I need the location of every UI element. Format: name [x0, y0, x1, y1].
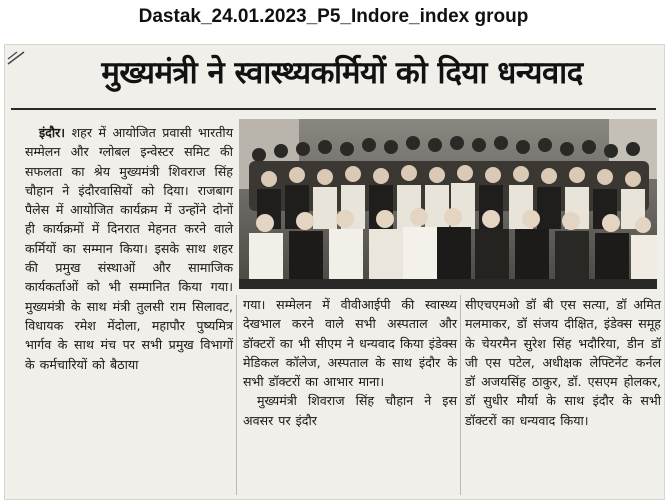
article-column-1 [25, 123, 233, 374]
article-column-2 [243, 295, 457, 430]
headline-rule [11, 108, 656, 110]
article-paragraph [25, 123, 233, 374]
group-photo [239, 119, 657, 289]
newspaper-clipping [4, 44, 665, 500]
corner-mark-icon [7, 51, 25, 65]
column-divider [236, 295, 237, 495]
column-divider [460, 295, 461, 495]
group-photo-image [239, 119, 657, 289]
article-text-col2-para1: गया। सम्मेलन में वीवीआईपी की स्वास्थ्य देखभाल करने वाले सभी अस्पताल और डॉक्टरों का भी सीएम ने धन्यवाद किया इंडेक्स मेडिकल कॉलेज, अस्पताल के साथ इंदौर के सभी डॉक्टरों का आभार माना। [243, 297, 457, 390]
article-text-col3: सीएचएमओ डॉ बी एस सत्या, डॉ अमित मलमाकर, डॉ संजय दीक्षित, इंडेक्स समूह के चेयरमैन सुरेश सिंह भदौरिया, डीन डॉ जी एस पटेल, अधीक्षक लेफ्टिनेंट कर्नल डॉ अजयसिंह ठाकुर, डॉ. एसएम होलकर, डॉ सुधीर मौर्या के साथ इंदौर के सभी डॉक्टरों का धन्यवाद किया। [465, 297, 661, 428]
article-text-col2-para2: मुख्यमंत्री शिवराज सिंह चौहान ने इस अवसर पर इंदौर [243, 393, 457, 428]
article-paragraph-2 [243, 391, 457, 430]
dateline: इंदौर। [39, 125, 66, 140]
headline: मुख्यमंत्री ने स्वास्थ्यकर्मियों को दिया धन्यवाद [101, 55, 583, 91]
document-caption: Dastak_24.01.2023_P5_Indore_index group [138, 6, 529, 27]
article-text-col1: शहर में आयोजित प्रवासी भारतीय सम्मेलन और ग्लोबल इन्वेस्टर समिट की सफलता का श्रेय मुख्यमंत्री शिवराज सिंह चौहान ने इंदौरवासियों को दिया। राजबाग पैलेस में आयोजित कार्यक्रम में उन्होंने दोनों ही कार्यक्रमों में दिनरात मेहनत करने वाले कर्मियों का सम्मान किया। इसके साथ शहर की प्रमुख संस्थाओं और सामाजिक कार्यकर्ताओं को भी सम्मानित किया गया। मुख्यमंत्री के साथ मंत्री तुलसी राम सिलावट, विधायक रमेश मेंदोला, महापौर पुष्यमित्र भार्गव के साथ मंच पर सभी प्रमुख विभागों के कर्मचारियों को बैठाया [25, 125, 233, 372]
article-column-3 [465, 295, 661, 430]
